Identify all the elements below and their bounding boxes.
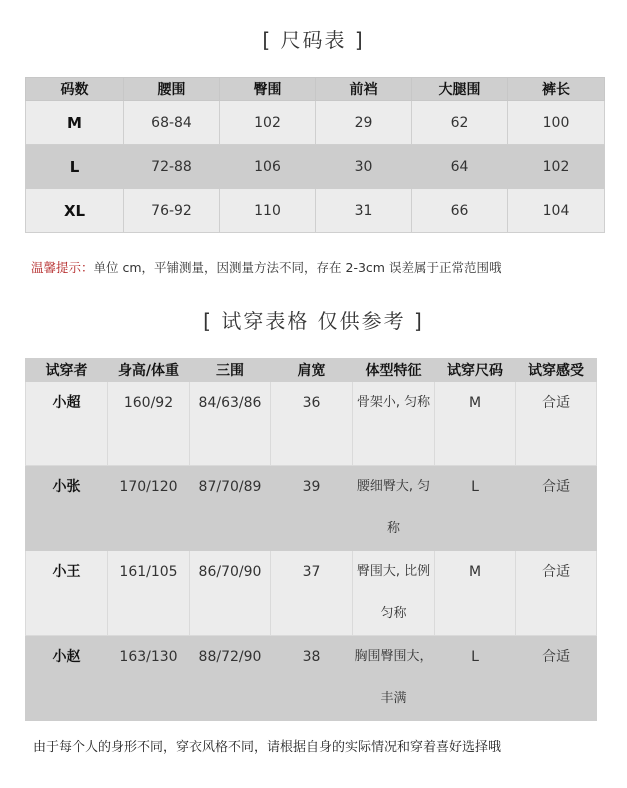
tester-name: 小王 xyxy=(26,551,108,636)
trial-row xyxy=(26,636,597,721)
shoulder-cell: 36 xyxy=(271,382,353,466)
size-chart-table xyxy=(25,77,605,233)
tip-text: 单位 cm，平铺测量，因测量方法不同，存在 2-3cm 误差属于正常范围哦 xyxy=(93,260,502,275)
trial-row xyxy=(26,466,597,551)
trial-row xyxy=(26,551,597,636)
fit-feel-cell: 合适 xyxy=(516,636,597,721)
size-cell: M xyxy=(26,101,124,145)
trial-size-cell: L xyxy=(435,466,516,551)
height-weight-cell: 161/105 xyxy=(108,551,190,636)
waist-cell: 68-84 xyxy=(124,101,220,145)
tip-label: 温馨提示： xyxy=(31,260,94,275)
height-weight-cell: 170/120 xyxy=(108,466,190,551)
hip-cell: 106 xyxy=(220,145,316,189)
body-type-cell: 腰细臀大, 匀称 xyxy=(353,466,435,551)
front-rise-cell: 31 xyxy=(316,189,412,233)
size-row-xl xyxy=(26,189,605,233)
measurements-cell: 88/72/90 xyxy=(190,636,271,721)
size-cell: XL xyxy=(26,189,124,233)
header-length: 裤长 xyxy=(508,78,605,101)
shoulder-cell: 39 xyxy=(271,466,353,551)
header-tester: 试穿者 xyxy=(26,359,108,382)
header-shoulder: 肩宽 xyxy=(271,359,353,382)
header-body-type: 体型特征 xyxy=(353,359,435,382)
thigh-cell: 66 xyxy=(412,189,508,233)
thigh-cell: 62 xyxy=(412,101,508,145)
header-size: 码数 xyxy=(26,78,124,101)
hip-cell: 110 xyxy=(220,189,316,233)
size-table-header-row xyxy=(26,78,605,101)
fit-feel-cell: 合适 xyxy=(516,551,597,636)
measurements-cell: 86/70/90 xyxy=(190,551,271,636)
header-waist: 腰围 xyxy=(124,78,220,101)
header-fit-feel: 试穿感受 xyxy=(516,359,597,382)
height-weight-cell: 163/130 xyxy=(108,636,190,721)
size-row-m xyxy=(26,101,605,145)
header-front-rise: 前裆 xyxy=(316,78,412,101)
body-type-cell: 臀围大, 比例匀称 xyxy=(353,551,435,636)
trial-size-cell: M xyxy=(435,382,516,466)
fit-feel-cell: 合适 xyxy=(516,382,597,466)
measurements-cell: 84/63/86 xyxy=(190,382,271,466)
length-cell: 100 xyxy=(508,101,605,145)
height-weight-cell: 160/92 xyxy=(108,382,190,466)
trial-row xyxy=(26,382,597,466)
measurement-tip xyxy=(31,258,501,276)
header-trial-size: 试穿尺码 xyxy=(435,359,516,382)
waist-cell: 72-88 xyxy=(124,145,220,189)
shoulder-cell: 37 xyxy=(271,551,353,636)
trial-size-cell: L xyxy=(435,636,516,721)
hip-cell: 102 xyxy=(220,101,316,145)
header-hip: 臀围 xyxy=(220,78,316,101)
front-rise-cell: 30 xyxy=(316,145,412,189)
trial-size-cell: M xyxy=(435,551,516,636)
length-cell: 102 xyxy=(508,145,605,189)
tester-name: 小赵 xyxy=(26,636,108,721)
length-cell: 104 xyxy=(508,189,605,233)
trial-table-header-row xyxy=(26,359,597,382)
header-measurements: 三围 xyxy=(190,359,271,382)
fit-feel-cell: 合适 xyxy=(516,466,597,551)
waist-cell: 76-92 xyxy=(124,189,220,233)
trial-fit-table xyxy=(25,358,597,721)
size-cell: L xyxy=(26,145,124,189)
body-type-cell: 胸围臀围大，丰满 xyxy=(353,636,435,721)
shoulder-cell: 38 xyxy=(271,636,353,721)
body-type-cell: 骨架小, 匀称 xyxy=(353,382,435,466)
header-height-weight: 身高/体重 xyxy=(108,359,190,382)
measurements-cell: 87/70/89 xyxy=(190,466,271,551)
footer-note: 由于每个人的身形不同，穿衣风格不同，请根据自身的实际情况和穿着喜好选择哦 xyxy=(33,740,502,755)
trial-table-title: [ 试穿表格 仅供参考 ] xyxy=(203,309,424,333)
size-chart-title: [ 尺码表 ] xyxy=(262,28,365,52)
tester-name: 小张 xyxy=(26,466,108,551)
tester-name: 小超 xyxy=(26,382,108,466)
front-rise-cell: 29 xyxy=(316,101,412,145)
header-thigh: 大腿围 xyxy=(412,78,508,101)
thigh-cell: 64 xyxy=(412,145,508,189)
size-row-l xyxy=(26,145,605,189)
